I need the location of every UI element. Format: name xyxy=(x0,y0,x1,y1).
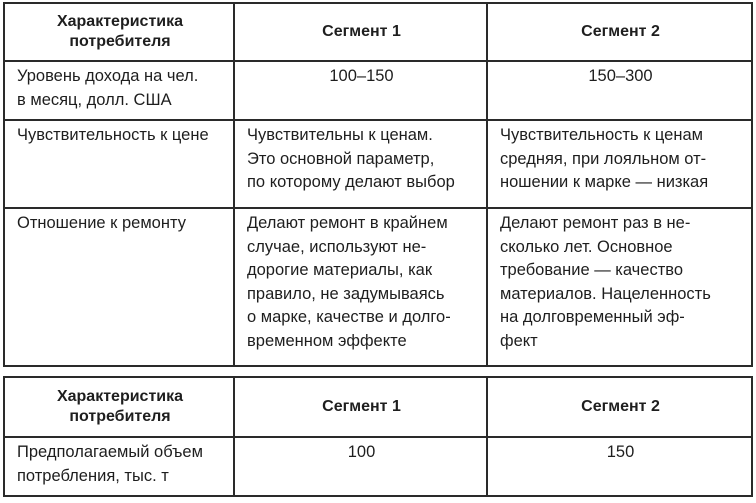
header-segment-2: Сегмент 2 xyxy=(487,377,752,437)
segment-table-1 xyxy=(3,2,753,367)
table-row xyxy=(4,120,752,208)
header-segment-2: Сегмент 2 xyxy=(487,3,752,61)
header-segment-1: Сегмент 1 xyxy=(234,377,487,437)
row-label-price-sensitivity: Чувствительность к цене xyxy=(4,120,234,208)
cell-price-segment-1: Чувствительны к ценам. Это основной параметр, по которому делают выбор xyxy=(234,120,487,208)
cell-repair-segment-1: Делают ремонт в крайнем случае, используют не- дорогие материалы, как правило, не задумываясь о марке, качестве и долго- временном эффекте xyxy=(234,208,487,366)
cell-repair-segment-2: Делают ремонт раз в не- сколько лет. Основное требование — качество материалов. Нацеленность на долговременный эф- фект xyxy=(487,208,752,366)
cell-volume-segment-1: 100 xyxy=(234,437,487,496)
table-header-row xyxy=(4,377,752,437)
cell-income-segment-1: 100–150 xyxy=(234,61,487,120)
table-header-row xyxy=(4,3,752,61)
table-row xyxy=(4,208,752,366)
header-segment-1: Сегмент 1 xyxy=(234,3,487,61)
cell-price-segment-2: Чувствительность к ценам средняя, при лояльном от- ношении к марке — низкая xyxy=(487,120,752,208)
row-label-income: Уровень дохода на чел. в месяц, долл. США xyxy=(4,61,234,120)
header-characteristic: Характеристика потребителя xyxy=(4,377,234,437)
cell-income-segment-2: 150–300 xyxy=(487,61,752,120)
row-label-repair-attitude: Отношение к ремонту xyxy=(4,208,234,366)
header-characteristic: Характеристика потребителя xyxy=(4,3,234,61)
table-row xyxy=(4,437,752,496)
cell-volume-segment-2: 150 xyxy=(487,437,752,496)
row-label-consumption-volume: Предполагаемый объем потребления, тыс. т xyxy=(4,437,234,496)
segment-table-2 xyxy=(3,376,753,497)
table-row xyxy=(4,61,752,120)
